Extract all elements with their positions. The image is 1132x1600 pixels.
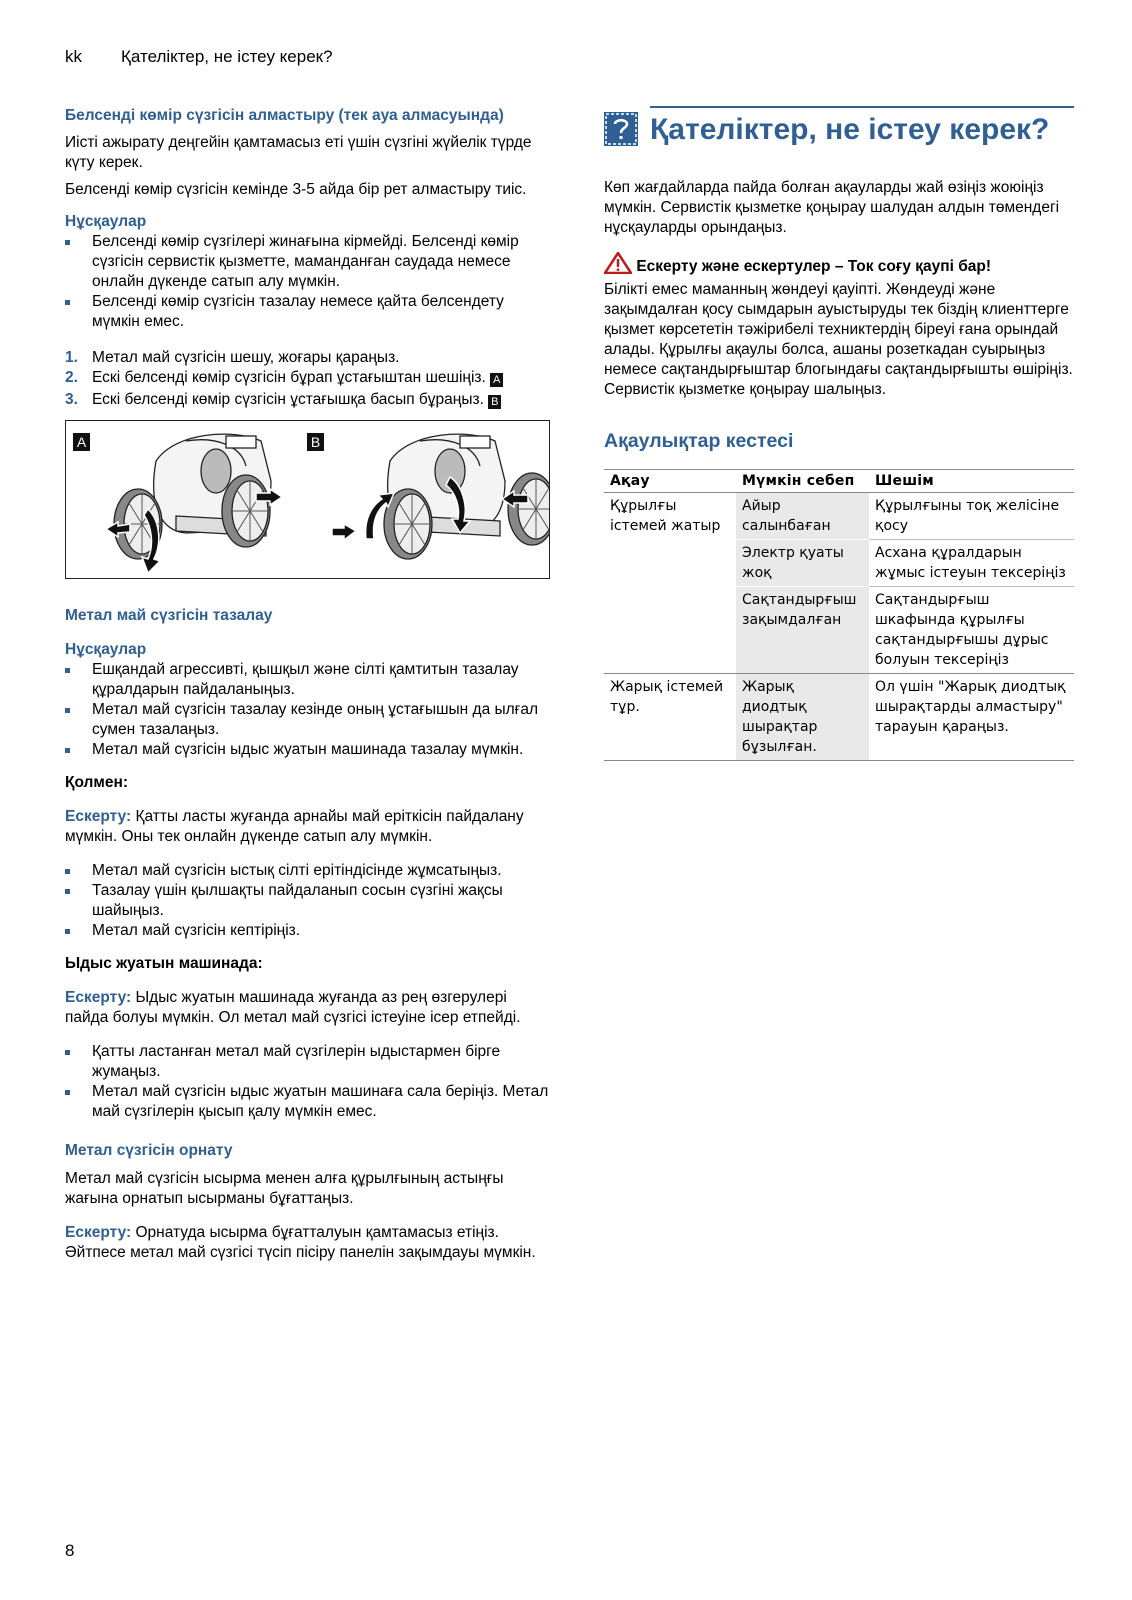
table-row: [604, 674, 1074, 761]
page-number: 8: [65, 1541, 75, 1560]
list-item: Метал май сүзгісін кептіріңіз.: [65, 921, 550, 941]
column-header: Шешім: [869, 470, 1074, 493]
dishwasher-note: Ескерту: Ыдыс жуатын машинада жуғанда аз рең өзгерулері пайда болуы мүмкін. Ол метал май сүзгісі істеуіне ісер етпейді.: [65, 989, 521, 1026]
metal-instructions-list: [65, 660, 550, 760]
fix-cell: Асхана құралдарын жұмыс істеуын тексеріңіз: [869, 540, 1074, 587]
cause-cell: Электр қуаты жоқ: [736, 540, 869, 587]
dishwasher-heading: Ыдыс жуатын машинада:: [65, 955, 263, 972]
carbon-para-1: Иісті ажырату деңгейін қамтамасыз еті үшін сүзгіні жүйелік түрде күту керек.: [65, 134, 532, 171]
carbon-filter-heading: Белсенді көмір сүзгісін алмастыру (тек ауа алмасуында): [65, 107, 504, 124]
dishwasher-steps-list: [65, 1042, 550, 1122]
install-filter-heading: Метал сүзгісін орнату: [65, 1142, 233, 1159]
intro-para: Көп жағдайларда пайда болған ақауларды жай өзіңіз жоюіңіз мүмкін. Сервистік қызметке қоңырау шалудан алдын төмендегі нұсқауларды орындаңыз.: [604, 179, 1060, 236]
page-header: [65, 47, 333, 67]
illustration-a: [114, 434, 271, 559]
carbon-filter-figure: [65, 420, 550, 579]
carbon-instructions-heading: Нұсқаулар: [65, 213, 147, 230]
metal-instructions-heading: Нұсқаулар: [65, 641, 147, 658]
manual-note: Ескерту: Қатты ласты жуғанда арнайы май еріткісін пайдалану мүмкін. Оны тек онлайн дүкенде сатып алу мүмкін.: [65, 808, 524, 845]
fix-cell: Ол үшін "Жарық диодтық шырақтарды алмастыру" тарауын қараңыз.: [869, 674, 1074, 761]
figure-ref-badge: B: [488, 395, 501, 409]
figure-ref-badge: A: [490, 373, 503, 387]
question-icon: [604, 112, 638, 146]
language-code: kk: [65, 47, 82, 66]
figure-label-b: B: [307, 433, 324, 451]
list-item: Метал май сүзгісін ыдыс жуатын машинада тазалау мүмкін.: [65, 740, 550, 760]
table-row: [604, 493, 1074, 540]
list-item: Белсенді көмір сүзгілері жинағына кірмейді. Белсенді көмір сүзгісін сервистік қызметте, маманданған саудада немесе онлайн дүкенде сатып алу мүмкін.: [65, 232, 550, 292]
table-header-row: [604, 470, 1074, 493]
step-item: 2. Ескі белсенді көмір сүзгісін бұрап ұстағыштан шешіңіз. A: [65, 368, 550, 388]
metal-filter-heading: Метал май сүзгісін тазалау: [65, 607, 273, 624]
carbon-instructions-list: [65, 232, 550, 332]
fix-cell: Құрылғыны тоқ желісіне қосу: [869, 493, 1074, 540]
list-item: Метал май сүзгісін ыдыс жуатын машинаға сала беріңіз. Метал май сүзгілерін қысып қалу мүмкін емес.: [65, 1082, 550, 1122]
title-rule: [650, 106, 1074, 108]
list-item: Қатты ластанған метал май сүзгілерін ыдыстармен бірге жумаңыз.: [65, 1042, 550, 1082]
list-item: Ешқандай агрессивті, қышқыл және сілті қамтитын тазалау құралдарын пайдаланыңыз.: [65, 660, 550, 700]
list-item: Белсенді көмір сүзгісін тазалау немесе қайта белсендету мүмкін емес.: [65, 292, 550, 332]
warning-block: [604, 252, 1074, 400]
right-column: [604, 106, 1074, 761]
install-para: Метал май сүзгісін ысырма менен алға құрылғының астыңғы жағына орнатып ысырманы бұғаттаңыз.: [65, 1170, 504, 1207]
cause-cell: Айыр салынбаған: [736, 493, 869, 540]
warning-icon: [604, 252, 632, 280]
troubleshooting-table: [604, 469, 1074, 761]
list-item: Тазалау үшін қылшақты пайдаланып сосын сүзгіні жақсы шайыңыз.: [65, 881, 550, 921]
cause-cell: Сақтандырғыш зақымдалған: [736, 587, 869, 674]
fix-cell: Сақтандырғыш шкафында құрылғы сақтандырғышы дұрыс болуын тексеріңіз: [869, 587, 1074, 674]
fault-cell: Жарық істемей тұр.: [604, 674, 736, 761]
manual-heading: Қолмен:: [65, 774, 128, 791]
column-header: Ақау: [604, 470, 736, 493]
carbon-para-2: Белсенді көмір сүзгісін кемінде 3-5 айда бір рет алмастыру тиіс.: [65, 181, 527, 198]
filter-illustration: [66, 421, 549, 578]
step-item: 1. Метал май сүзгісін шешу, жоғары қараңыз.: [65, 349, 400, 366]
column-header: Мүмкін себеп: [736, 470, 869, 493]
warning-title-line: [604, 252, 1074, 280]
left-column: [65, 106, 550, 1263]
warning-title: Ескерту және ескертулер – Ток соғу қаупі бар!: [636, 258, 992, 275]
troubleshooting-heading: Ақаулықтар кестесі: [604, 430, 794, 452]
header-title: Қателіктер, не істеу керек?: [121, 47, 333, 66]
cause-cell: Жарық диодтық шырақтар бұзылған.: [736, 674, 869, 761]
install-note: Ескерту: Орнатуда ысырма бұғатталуын қамтамасыз етіңіз. Әйтпесе метал май сүзгісі түсіп пісіру панелін зақымдауы мүмкін.: [65, 1224, 536, 1261]
section-title: Қателіктер, не істеу керек?: [650, 113, 1050, 146]
list-item: Метал май сүзгісін тазалау кезінде оның ұстағышын да ылғал сумен тазалаңыз.: [65, 700, 550, 740]
carbon-steps-list: [65, 348, 550, 410]
fault-cell: Құрылғы істемей жатыр: [604, 493, 736, 674]
manual-steps-list: [65, 861, 550, 941]
section-title-block: [604, 106, 1074, 154]
list-item: Метал май сүзгісін ыстық сілті ерітіндісінде жұмсатыңыз.: [65, 861, 550, 881]
step-item: 3. Ескі белсенді көмір сүзгісін ұстағышқа басып бұраңыз. B: [65, 390, 550, 410]
warning-text: Білікті емес маманның жөндеуі қауіпті. Жөндеуді және зақымдалған қосу сымдарын ауыстыруды тек біздің клиенттерге қызмет көрсететін тәжірибелі техниктердің біреуі ғана орындай алады. Құрылғы ақаулы болса, ашаны розеткадан суырыңыз немесе сақтандырғыштар блогындағы сақтандырғышты өшіріңіз. Сервистік қызметке қоңырау шалыңыз.: [604, 281, 1073, 398]
figure-label-a: A: [73, 433, 90, 451]
